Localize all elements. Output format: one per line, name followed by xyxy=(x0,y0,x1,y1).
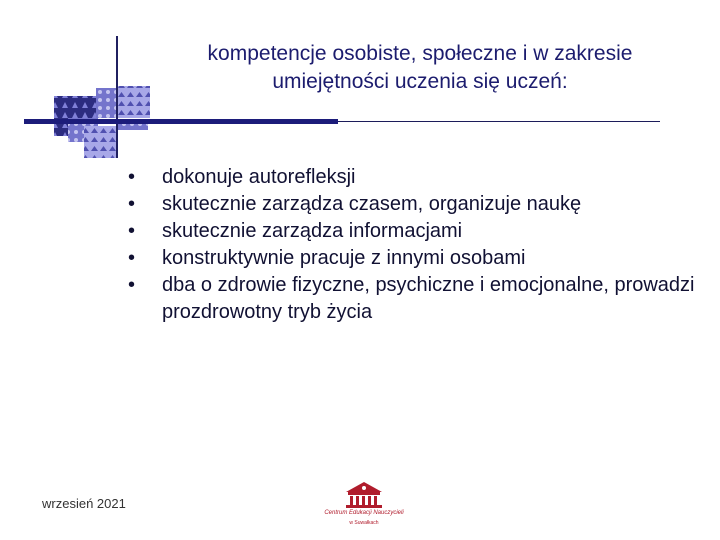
header-rule-thin xyxy=(338,121,660,122)
bullet-text: konstruktywnie pracuje z innymi osobami xyxy=(162,247,526,269)
bullet-text: dba o zdrowie fizyczne, psychiczne i emocjonalne, prowadzi prozdrowotny tryb życia xyxy=(162,274,695,323)
bullet-item xyxy=(128,164,708,191)
bullet-text: dokonuje autorefleksji xyxy=(162,166,356,188)
logo-lettering-sub: w Suwałkach xyxy=(349,520,379,526)
bullet-dot: • xyxy=(128,247,136,269)
logo-building-icon xyxy=(308,478,420,510)
footer-date: wrzesień 2021 xyxy=(42,496,126,511)
bullet-dot: • xyxy=(128,193,136,215)
vertical-rule xyxy=(116,36,118,158)
bullet-item xyxy=(128,218,708,245)
bullet-item xyxy=(128,191,708,218)
logo-lettering: Centrum Edukacji Nauczycieli xyxy=(324,510,404,516)
title-line-1: kompetencje osobiste, społeczne i w zakresie xyxy=(207,42,633,65)
bullet-dot: • xyxy=(128,220,136,242)
bullet-item xyxy=(128,272,708,326)
title-line-2: umiejętności uczenia się uczeń: xyxy=(272,70,568,93)
bullet-text: skutecznie zarządza informacjami xyxy=(162,220,463,242)
bullet-dot: • xyxy=(128,166,136,188)
bullet-text: skutecznie zarządza czasem, organizuje naukę xyxy=(162,193,582,215)
bullet-dot: • xyxy=(128,274,136,296)
bullet-item xyxy=(128,245,708,272)
slide-title xyxy=(160,40,680,96)
header-rule-thick xyxy=(24,119,338,124)
institution-logo xyxy=(308,478,420,532)
bullet-list xyxy=(128,164,708,326)
